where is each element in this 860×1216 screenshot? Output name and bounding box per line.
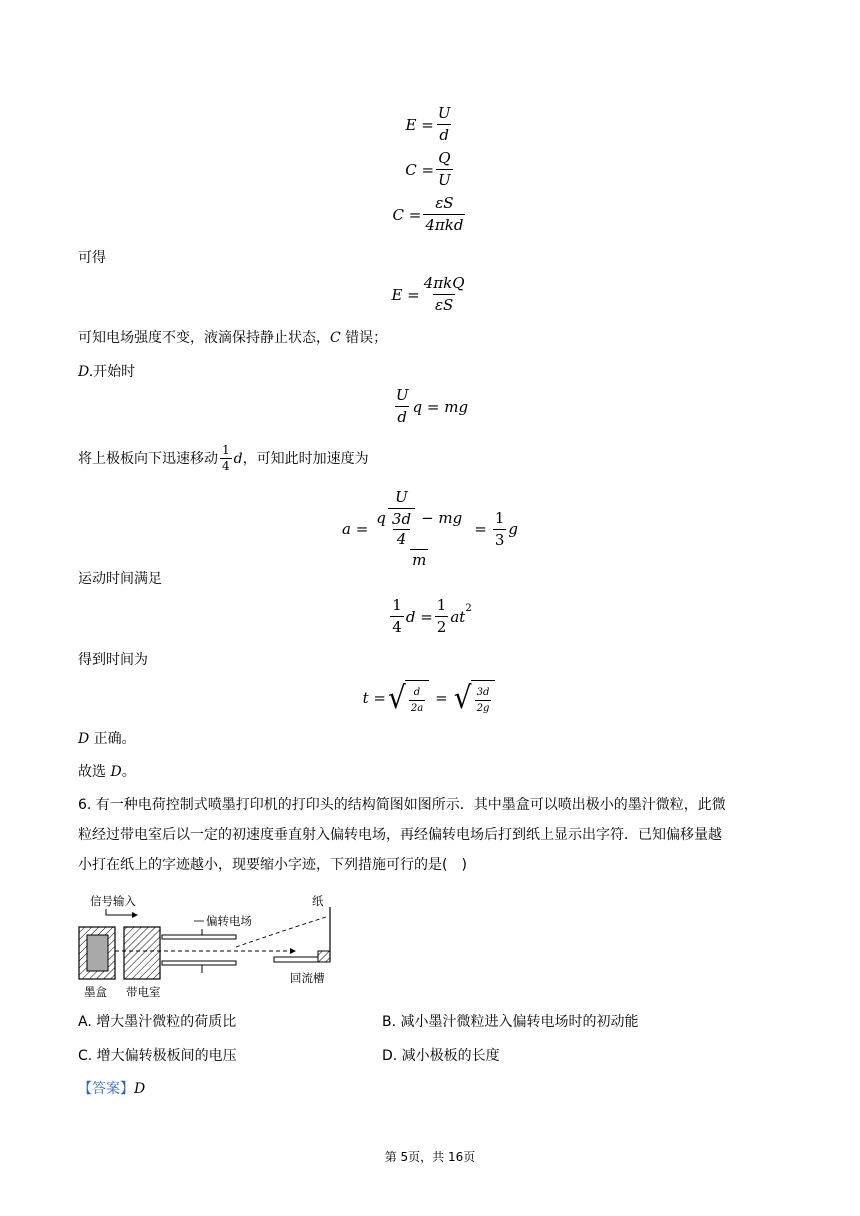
text-d-start [78, 362, 135, 382]
text-segment: ，可知此时加速度为 [242, 450, 369, 467]
fraction [435, 596, 449, 637]
signal-arrow-icon [132, 912, 138, 918]
fraction [390, 596, 404, 637]
equation-acceleration [0, 488, 860, 570]
radical-sign: √ [388, 679, 406, 716]
exponent: 2 [465, 603, 472, 614]
denominator: d [397, 408, 408, 426]
denominator: 4 [393, 529, 411, 549]
option-letter: C [330, 330, 341, 346]
option-letter: D. [78, 364, 94, 380]
option-b[interactable]: B. 减小墨汁微粒进入偏转电场时的初动能 [382, 1014, 639, 1030]
equation-time [0, 680, 860, 716]
numerator [370, 488, 468, 549]
text-segment: 将上极板向下迅速移动 [78, 450, 218, 467]
field-label: 偏转电场 [206, 914, 252, 928]
signal-line [106, 909, 132, 915]
inner-fraction [392, 510, 411, 549]
square-root [388, 680, 429, 716]
question-line: 6. 有一种电荷控制式喷墨打印机的打印头的结构简图如图所示．其中墨盒可以喷出极小的墨汁微粒，此微 [78, 797, 726, 813]
equals-sign: = [474, 520, 487, 538]
option-a[interactable]: A. 增大墨汁微粒的荷质比 [78, 1014, 237, 1030]
numerator: 4πkQ [423, 274, 465, 292]
fraction [436, 104, 453, 145]
fraction [394, 386, 411, 427]
equation-capacitance [0, 149, 860, 190]
denominator: 4 [222, 459, 230, 473]
numerator: 1 [436, 596, 447, 614]
charge-room-label: 带电室 [126, 985, 161, 999]
lower-plate [162, 961, 236, 965]
text-kede: 可得 [78, 250, 106, 266]
question-line: 小打在纸上的字迹越小，现要缩小字迹，下列措施可行的是( ) [78, 857, 467, 873]
denominator: 3 [494, 530, 505, 549]
equals-sign: = [435, 689, 448, 707]
fraction [493, 509, 507, 550]
radicand [471, 680, 496, 716]
denominator: εS [434, 296, 454, 314]
square-root [454, 680, 496, 716]
fraction [436, 149, 453, 190]
option-letter: D [110, 764, 122, 780]
numerator: 3d [476, 686, 490, 698]
answer-value: D [134, 1081, 146, 1097]
denominator [388, 508, 415, 549]
variable: q [376, 509, 386, 527]
fraction [422, 274, 467, 315]
eq-lhs: E = [405, 115, 434, 134]
option-c[interactable]: C. 增大偏转极板间的电压 [78, 1048, 237, 1064]
fraction [220, 444, 232, 473]
signal-label: 信号输入 [90, 894, 136, 908]
upper-plate [162, 935, 236, 939]
eq-lhs: E = [391, 285, 420, 304]
eq-rhs: q = mg [412, 397, 469, 416]
denominator: U [438, 171, 451, 189]
equation-capacitance-geometry [0, 194, 860, 235]
numerator: 1 [392, 596, 402, 614]
text-segment: 故选 [78, 764, 111, 780]
trajectory-arrow-icon [290, 948, 296, 954]
denominator: 2 [436, 618, 447, 636]
text-move-plate [78, 444, 369, 473]
denominator: d [439, 126, 449, 144]
fraction [475, 686, 492, 715]
denominator: 4πkd [425, 216, 464, 234]
denominator: 2g [475, 700, 492, 715]
eq-lhs: a = [342, 520, 369, 538]
variable: d [233, 450, 243, 467]
inkjet-diagram [76, 893, 338, 1003]
nested-fraction [388, 488, 415, 549]
numerator: U [395, 386, 409, 404]
text-field-constant [78, 328, 387, 348]
answer-tag: 【答案】 [78, 1081, 134, 1097]
equation-equilibrium [0, 386, 860, 427]
paper-label: 纸 [312, 894, 324, 908]
ink-reservoir [87, 935, 108, 971]
numerator: 3d [391, 510, 412, 528]
return-slot [274, 957, 318, 962]
numerator: U [395, 488, 408, 506]
numerator: 1 [222, 443, 230, 457]
text-segment: 可知电场强度不变，液滴保持静止状态， [78, 330, 330, 346]
equation-kinematics [0, 596, 860, 637]
text-segment: 。 [121, 764, 136, 780]
eq-lhs: C = [392, 205, 422, 224]
denominator: m [412, 551, 427, 569]
eq-term: at [450, 607, 466, 626]
return-slot-block [318, 951, 330, 962]
numerator: 1 [494, 508, 505, 527]
question-6-stem [78, 790, 782, 880]
fraction [409, 686, 425, 715]
page-footer: 第 5页，共 16页 [384, 1150, 476, 1164]
answer-line [78, 1078, 145, 1098]
denominator: 4 [392, 618, 402, 636]
charge-room [124, 927, 160, 979]
variable: g [508, 520, 518, 538]
text-get-time: 得到时间为 [78, 652, 148, 668]
text-d-correct [78, 729, 136, 749]
text-time-condition: 运动时间满足 [78, 571, 162, 587]
question-line: 粒经过带电室后以一定的初速度垂直射入偏转电场，再经偏转电场后打到纸上显示出字符．已知偏移量越 [78, 827, 722, 843]
eq-lhs: C = [405, 160, 435, 179]
text-segment: 错误； [340, 330, 388, 346]
option-letter: D [78, 731, 90, 747]
eq-term: d = [405, 607, 433, 626]
numerator: d [413, 686, 421, 698]
option-d[interactable]: D. 减小极板的长度 [382, 1048, 500, 1064]
return-slot-label: 回流槽 [290, 971, 325, 985]
big-fraction [370, 488, 468, 570]
fraction [423, 194, 465, 235]
radical-sign: √ [453, 679, 472, 716]
ink-box-label: 墨盒 [84, 985, 107, 999]
text-segment: 正确。 [89, 731, 136, 747]
text-choose [78, 762, 136, 782]
radicand [405, 680, 429, 716]
equation-field-strength [0, 104, 860, 145]
text-segment: 开始时 [93, 364, 136, 380]
numerator: U [437, 104, 451, 122]
equation-field-result [0, 274, 860, 315]
eq-lhs: t = [362, 689, 386, 707]
numerator: Q [438, 149, 451, 167]
denominator: 2a [409, 700, 425, 715]
eq-term: − mg [421, 509, 463, 527]
numerator: εS [435, 194, 454, 212]
